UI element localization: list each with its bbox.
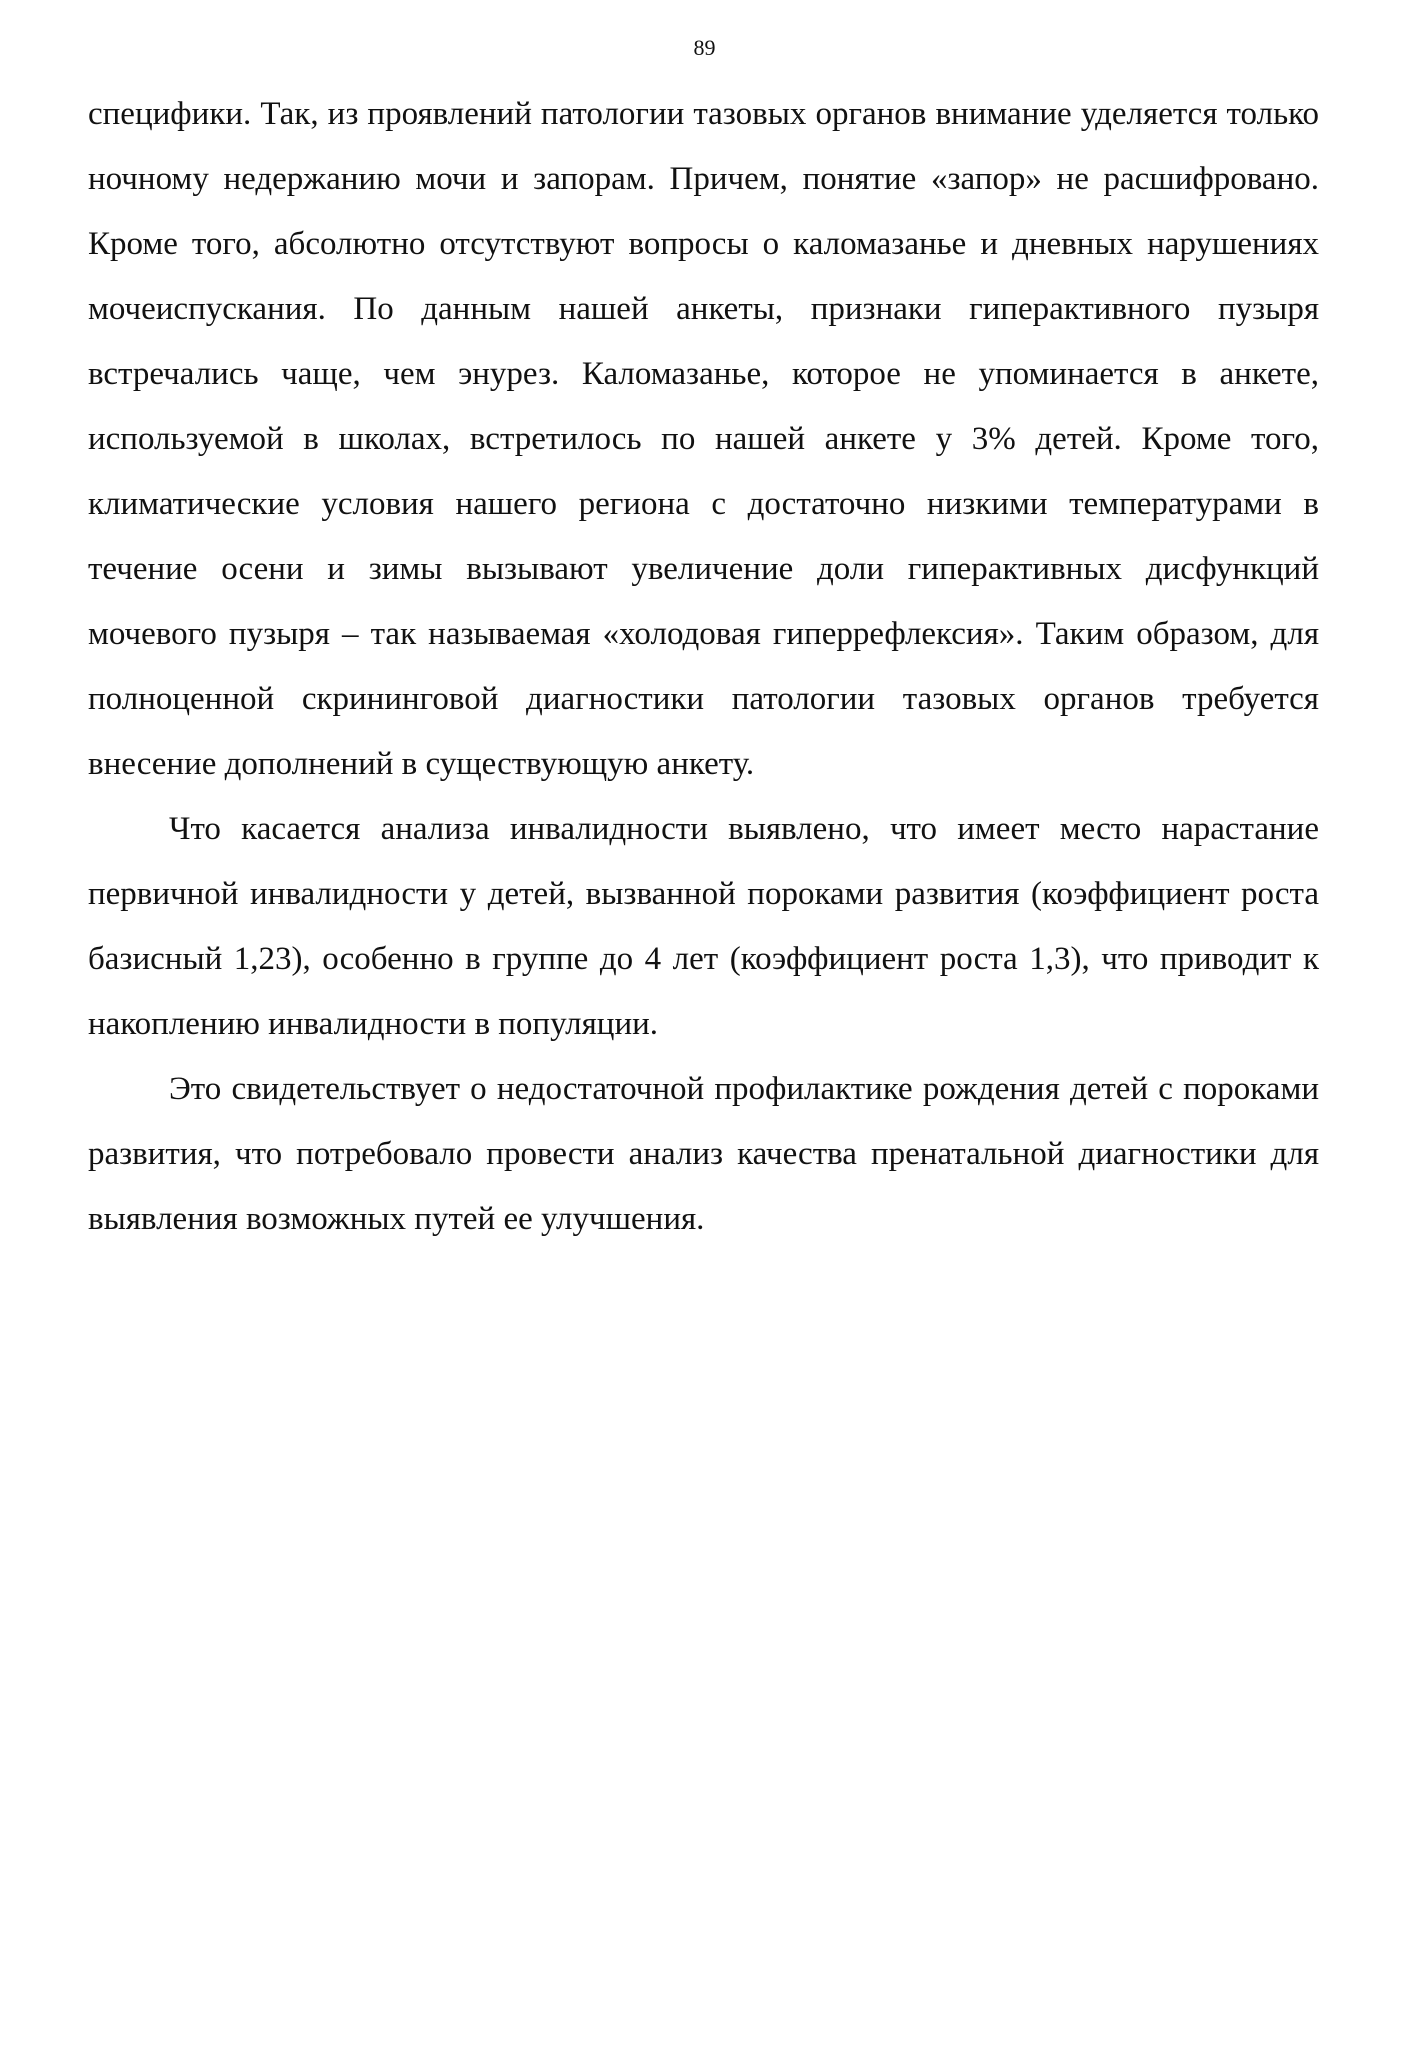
- page-number: 89: [693, 35, 716, 60]
- paragraph-prenatal-diagnostics: Это свидетельствует о недостаточной профилактике рождения детей с пороками развития, что потребовало провести анализ качества пренатальной диагностики для выявления возможных путей ее улучшения.: [88, 1071, 1319, 1237]
- paragraph-disability-analysis: Что касается анализа инвалидности выявлено, что имеет место нарастание первичной инвалидности у детей, вызванной пороками развития (коэффициент роста базисный 1,23), особенно в группе до 4 лет (коэффициент роста 1,3), что приводит к накоплению инвалидности в популяции.: [88, 811, 1319, 1042]
- paragraph-continuation: специфики. Так, из проявлений патологии тазовых органов внимание уделяется только ночному недержанию мочи и запорам. Причем, понятие «запор» не расшифровано. Кроме того, абсолютно отсутствуют вопросы о каломазанье и дневных нарушениях мочеиспускания. По данным нашей анкеты, признаки гиперактивного пузыря встречались чаще, чем энурез. Каломазанье, которое не упоминается в анкете, используемой в школах, встретилось по нашей анкете у 3% детей. Кроме того, климатические условия нашего региона с достаточно низкими температурами в течение осени и зимы вызывают увеличение доли гиперактивных дисфункций мочевого пузыря – так называемая «холодовая гиперрефлексия». Таким образом, для полноценной скрининговой диагностики патологии тазовых органов требуется внесение дополнений в существующую анкету.: [88, 96, 1319, 782]
- document-body: [88, 82, 1319, 1252]
